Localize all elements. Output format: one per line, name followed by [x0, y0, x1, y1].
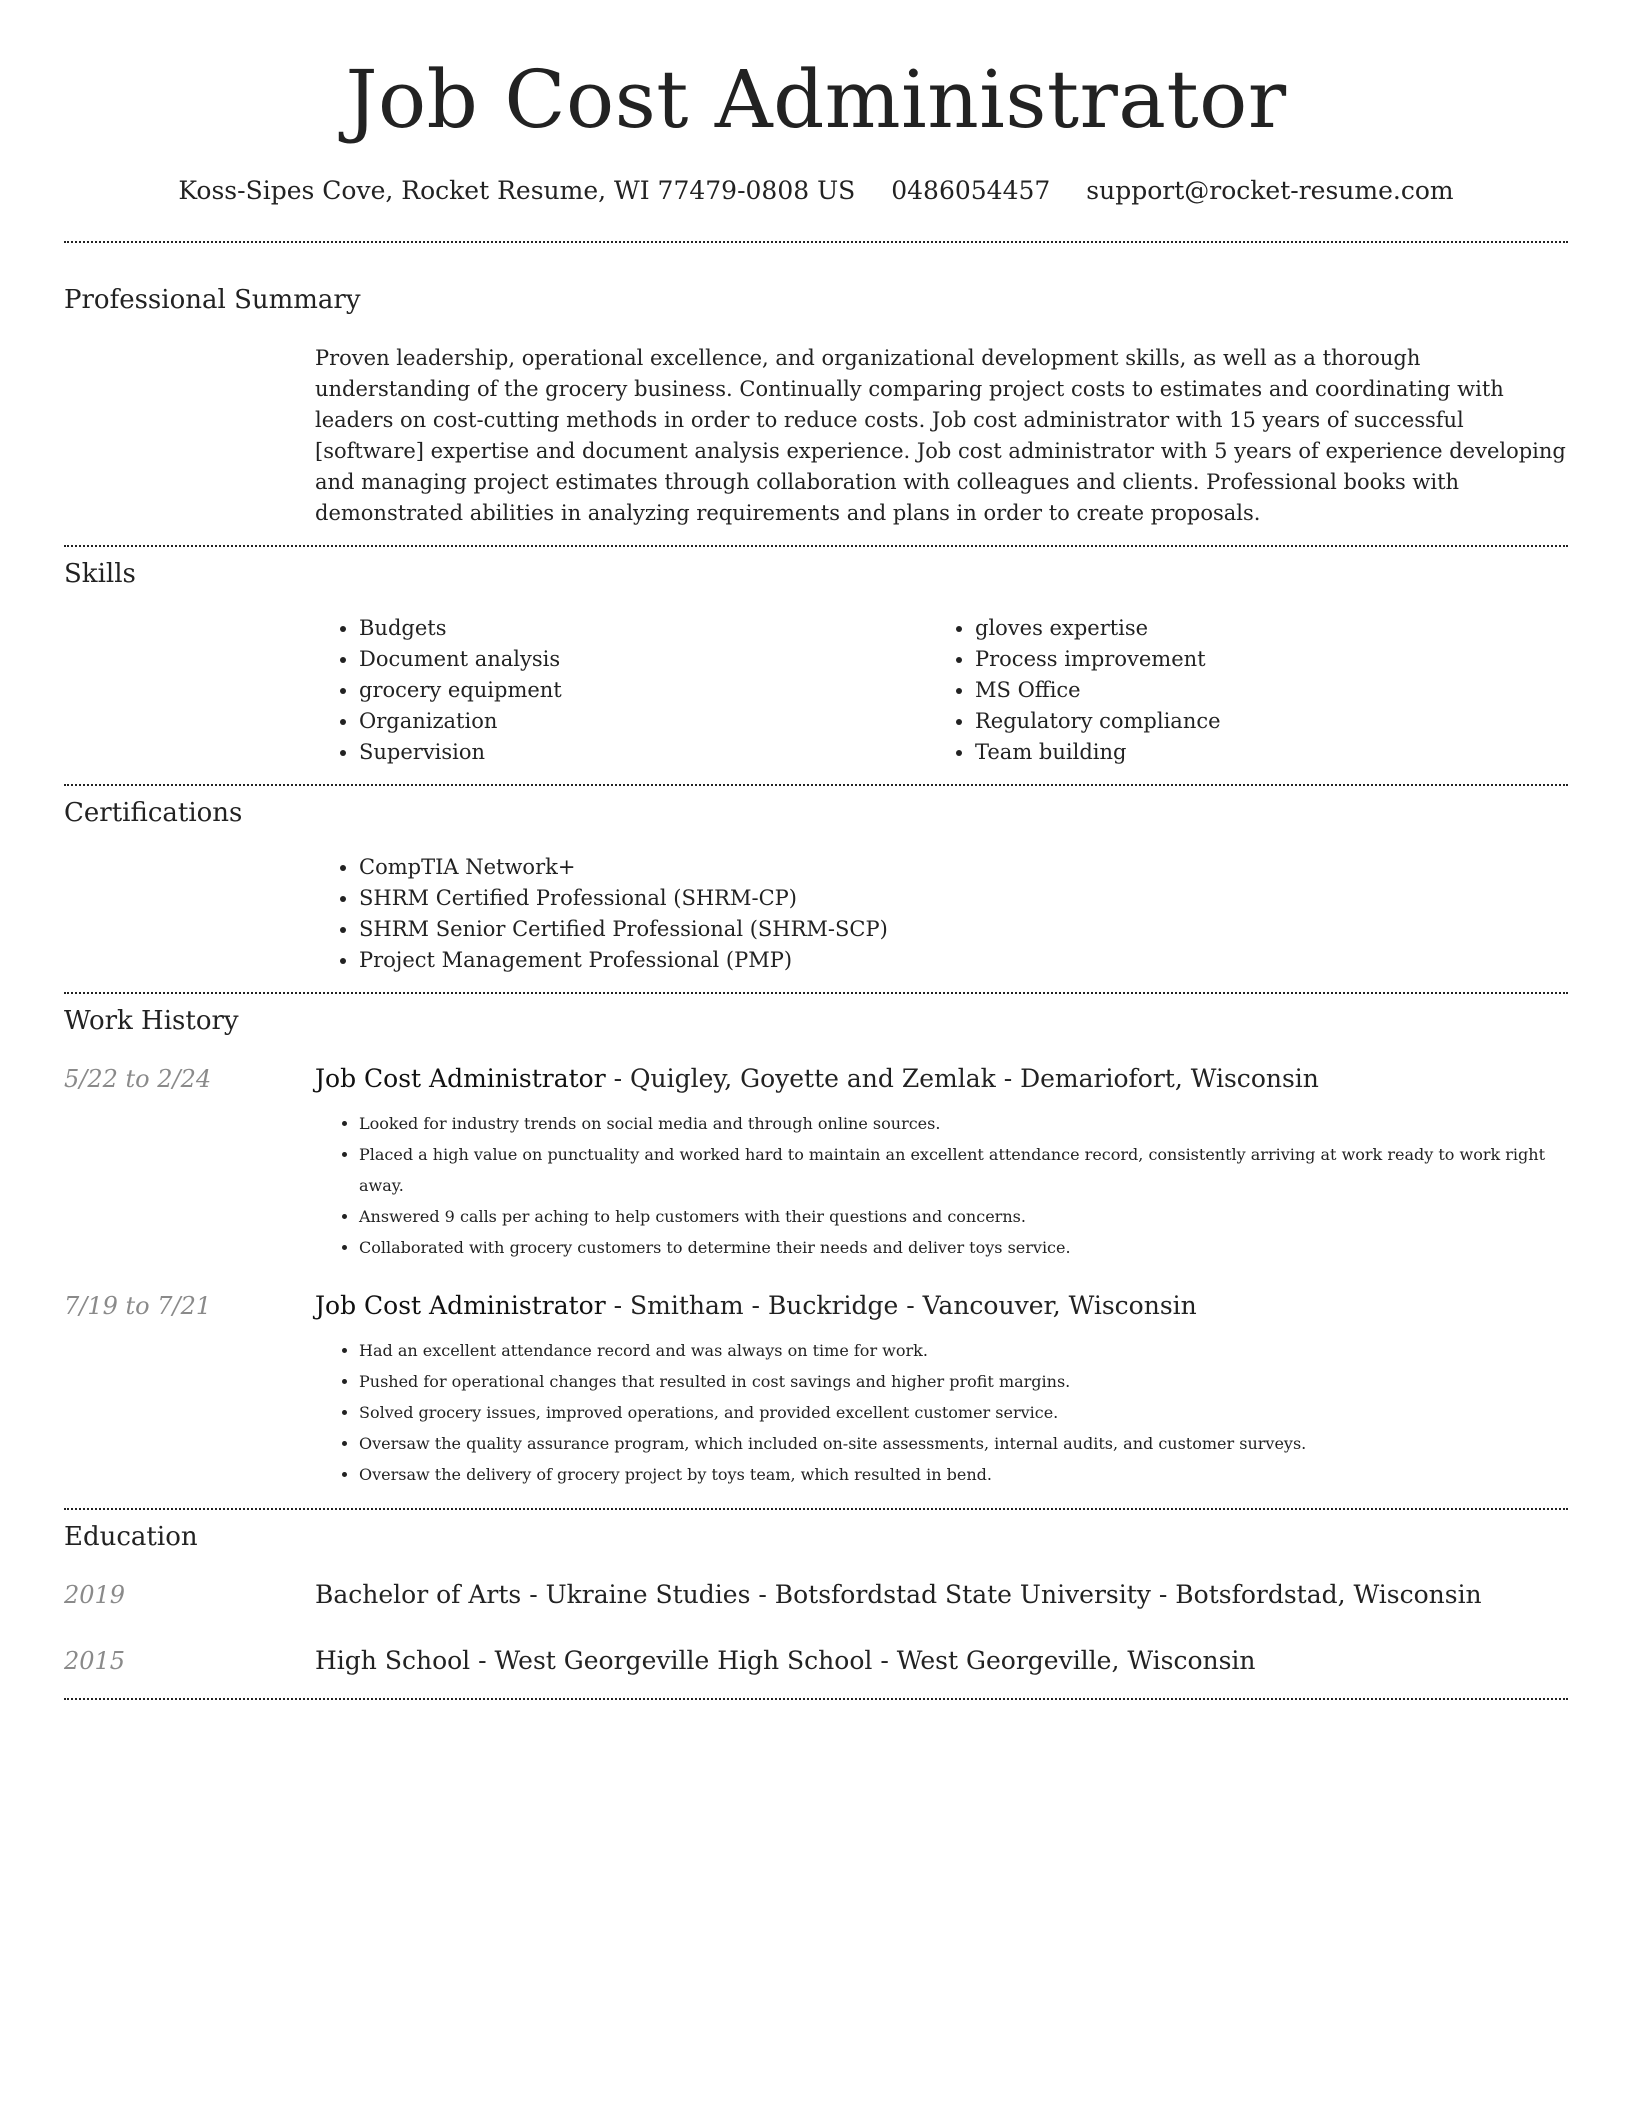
education-text: Bachelor of Arts - Ukraine Studies - Botsfordstad State University - Botsfordstad, Wisconsin	[315, 1580, 1482, 1609]
certification-item: • SHRM Certified Professional (SHRM-CP)	[359, 883, 1568, 914]
job-details: - Quigley, Goyette and Zemlak - Demariofort, Wisconsin	[605, 1064, 1319, 1093]
job-bullet: • Answered 9 calls per aching to help customers with their questions and concerns.	[359, 1201, 1568, 1232]
education-year: 2019	[64, 1581, 126, 1609]
certification-item: • CompTIA Network+	[359, 852, 1568, 883]
skill-item: • MS Office	[975, 675, 1547, 706]
job-title: Job Cost Administrator	[315, 1291, 606, 1320]
skill-item: • gloves expertise	[975, 613, 1547, 644]
summary-section	[64, 243, 1568, 545]
skills-section	[64, 547, 1568, 784]
contact-phone: 0486054457	[891, 176, 1051, 205]
education-section	[64, 1510, 1568, 1698]
certifications-title: Certifications	[64, 798, 243, 828]
job-bullet: • Had an excellent attendance record and was always on time for work.	[359, 1335, 1568, 1366]
job-bullet: • Solved grocery issues, improved operations, and provided excellent customer service.	[359, 1397, 1568, 1428]
skills-list-right	[931, 613, 1547, 768]
job-details: - Smitham - Buckridge - Vancouver, Wisconsin	[605, 1291, 1197, 1320]
education-entry	[64, 1644, 1568, 1678]
job-bullet: • Collaborated with grocery customers to determine their needs and deliver toys service.	[359, 1232, 1568, 1263]
job-dates: 5/22 to 2/24	[64, 1065, 212, 1093]
job-bullets	[315, 1108, 1568, 1263]
job-entry	[64, 1062, 1568, 1263]
certification-item: • Project Management Professional (PMP)	[359, 945, 1568, 976]
certification-item: • SHRM Senior Certified Professional (SHRM-SCP)	[359, 914, 1568, 945]
job-bullet: • Pushed for operational changes that resulted in cost savings and higher profit margins.	[359, 1366, 1568, 1397]
job-bullets	[315, 1335, 1568, 1490]
job-heading	[315, 1062, 1568, 1096]
certifications-list	[315, 852, 1568, 976]
skills-columns	[315, 613, 1568, 784]
summary-text: Proven leadership, operational excellence, and organizational development skills, as well as a thorough understanding of the grocery business. Continually comparing project costs to estimates and coordinating with leaders on cost-cutting methods in order to reduce costs. Job cost administrator with 15 years of successful [software] expertise and document analysis experience. Job cost administrator with 5 years of experience developing and managing project estimates through collaboration with colleagues and clients. Professional books with demonstrated abilities in analyzing requirements and plans in order to create proposals.	[315, 346, 1566, 525]
job-bullet: • Placed a high value on punctuality and worked hard to maintain an excellent attendance record, consistently arriving at work ready to work right away.	[359, 1139, 1568, 1201]
skill-item: • Regulatory compliance	[975, 706, 1547, 737]
job-dates: 7/19 to 7/21	[64, 1292, 212, 1320]
contact-email: support@rocket-resume.com	[1086, 176, 1454, 205]
contact-address: Koss-Sipes Cove, Rocket Resume, WI 77479-0808 US	[178, 176, 856, 205]
resume-name: Job Cost Administrator	[345, 53, 1287, 146]
skill-item: • Organization	[359, 706, 931, 737]
contact-info	[64, 176, 1568, 205]
job-bullet: • Oversaw the delivery of grocery project by toys team, which resulted in bend.	[359, 1459, 1568, 1490]
education-entry	[64, 1578, 1568, 1612]
education-title: Education	[64, 1522, 198, 1552]
job-bullet: • Oversaw the quality assurance program, which included on-site assessments, internal audits, and customer surveys.	[359, 1428, 1568, 1459]
certifications-section	[64, 786, 1568, 992]
job-entry	[64, 1289, 1568, 1490]
work-history-section	[64, 994, 1568, 1508]
skill-item: • Budgets	[359, 613, 931, 644]
summary-title: Professional Summary	[64, 285, 361, 315]
skill-item: • grocery equipment	[359, 675, 931, 706]
education-text: High School - West Georgeville High School - West Georgeville, Wisconsin	[315, 1646, 1256, 1675]
skills-list-left	[315, 613, 931, 768]
skills-title: Skills	[64, 559, 136, 589]
job-title: Job Cost Administrator	[315, 1064, 606, 1093]
education-year: 2015	[64, 1647, 126, 1675]
skill-item: • Team building	[975, 737, 1547, 768]
job-bullet: • Looked for industry trends on social media and through online sources.	[359, 1108, 1568, 1139]
job-heading	[315, 1289, 1568, 1323]
skill-item: • Document analysis	[359, 644, 931, 675]
divider	[64, 1698, 1568, 1700]
skill-item: • Process improvement	[975, 644, 1547, 675]
skill-item: • Supervision	[359, 737, 931, 768]
work-history-title: Work History	[64, 1006, 239, 1036]
